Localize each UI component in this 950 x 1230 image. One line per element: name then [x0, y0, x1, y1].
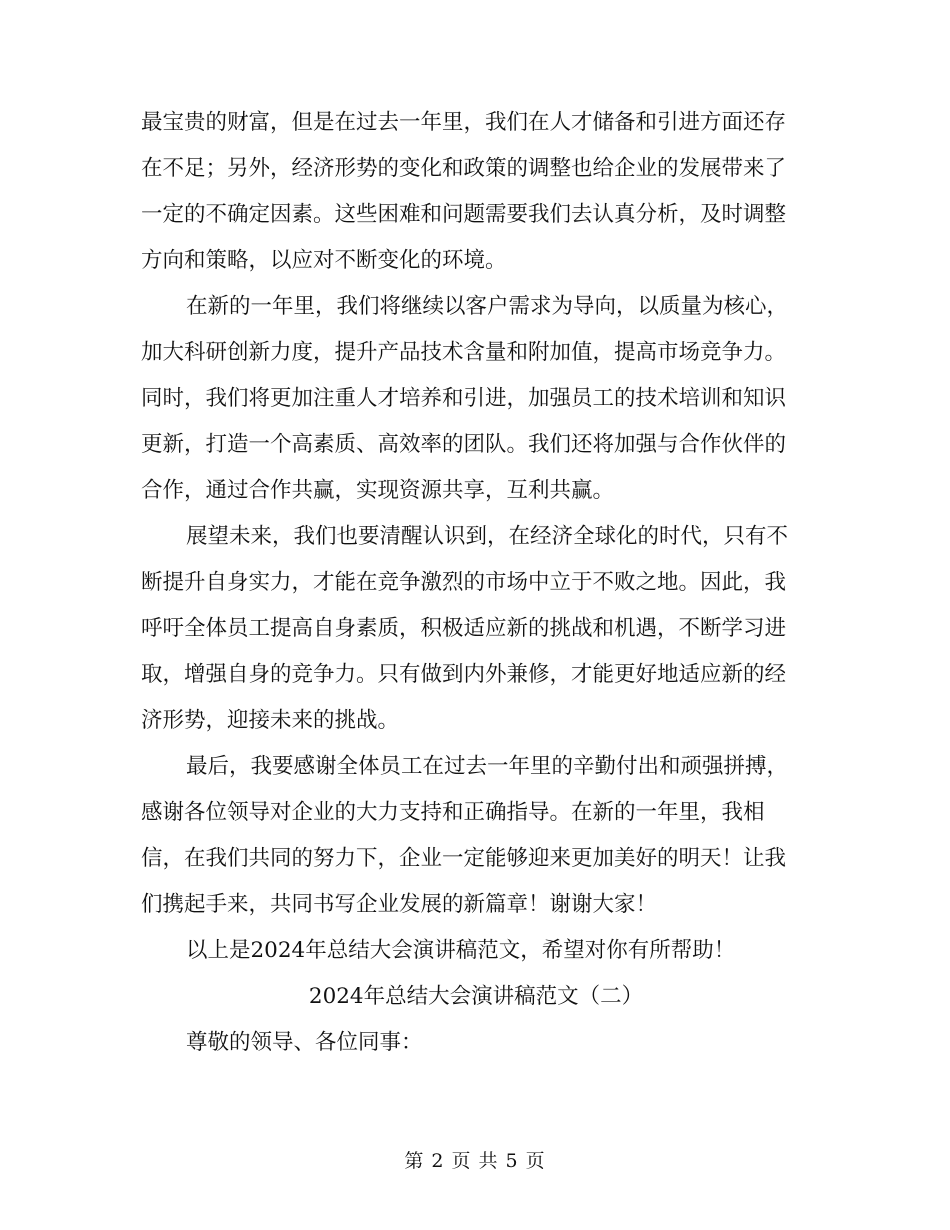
paragraph-start-line: 以上是2024年总结大会演讲稿范文，希望对你有所帮助！ — [186, 938, 736, 963]
paragraph-start-line: 展望未来，我们也要清醒认识到，在经济全球化的时代，只有不 — [186, 524, 789, 549]
text-line: 取，增强自身的竞争力。只有做到内外兼修，才能更好地适应新的经 — [141, 662, 787, 687]
text-line: 济形势，迎接未来的挑战。 — [141, 708, 400, 733]
text-line: 在不足；另外，经济形势的变化和政策的调整也给企业的发展带来了 — [141, 156, 787, 181]
text-line: 合作，通过合作共赢，实现资源共享，互利共赢。 — [141, 478, 615, 503]
text-line: 最宝贵的财富，但是在过去一年里，我们在人才储备和引进方面还存 — [141, 110, 787, 135]
paragraph-start-line: 最后，我要感谢全体员工在过去一年里的辛勤付出和顽强拼搏， — [186, 754, 789, 779]
section-title: 2024年总结大会演讲稿范文（二） — [308, 984, 644, 1009]
text-line: 同时，我们将更加注重人才培养和引进，加强员工的技术培训和知识 — [141, 386, 787, 411]
page-footer: 第 2 页 共 5 页 — [404, 1150, 546, 1172]
text-line: 们携起手来，共同书写企业发展的新篇章！谢谢大家！ — [141, 892, 658, 917]
text-line: 加大科研创新力度，提升产品技术含量和附加值，提高市场竞争力。 — [141, 340, 787, 365]
text-line: 感谢各位领导对企业的大力支持和正确指导。在新的一年里，我相 — [141, 800, 765, 825]
text-line: 断提升自身实力，才能在竞争激烈的市场中立于不败之地。因此，我 — [141, 570, 787, 595]
text-line: 一定的不确定因素。这些困难和问题需要我们去认真分析，及时调整 — [141, 202, 787, 227]
document-body — [141, 100, 811, 1066]
text-line: 更新，打造一个高素质、高效率的团队。我们还将加强与合作伙伴的 — [141, 432, 787, 457]
paragraph-start-line: 在新的一年里，我们将继续以客户需求为导向，以质量为核心， — [186, 294, 789, 319]
salutation-line: 尊敬的领导、各位同事： — [186, 1030, 423, 1055]
text-line: 方向和策略，以应对不断变化的环境。 — [141, 248, 507, 273]
text-line: 呼吁全体员工提高自身素质，积极适应新的挑战和机遇，不断学习进 — [141, 616, 787, 641]
text-line: 信，在我们共同的努力下，企业一定能够迎来更加美好的明天！让我 — [141, 846, 787, 871]
